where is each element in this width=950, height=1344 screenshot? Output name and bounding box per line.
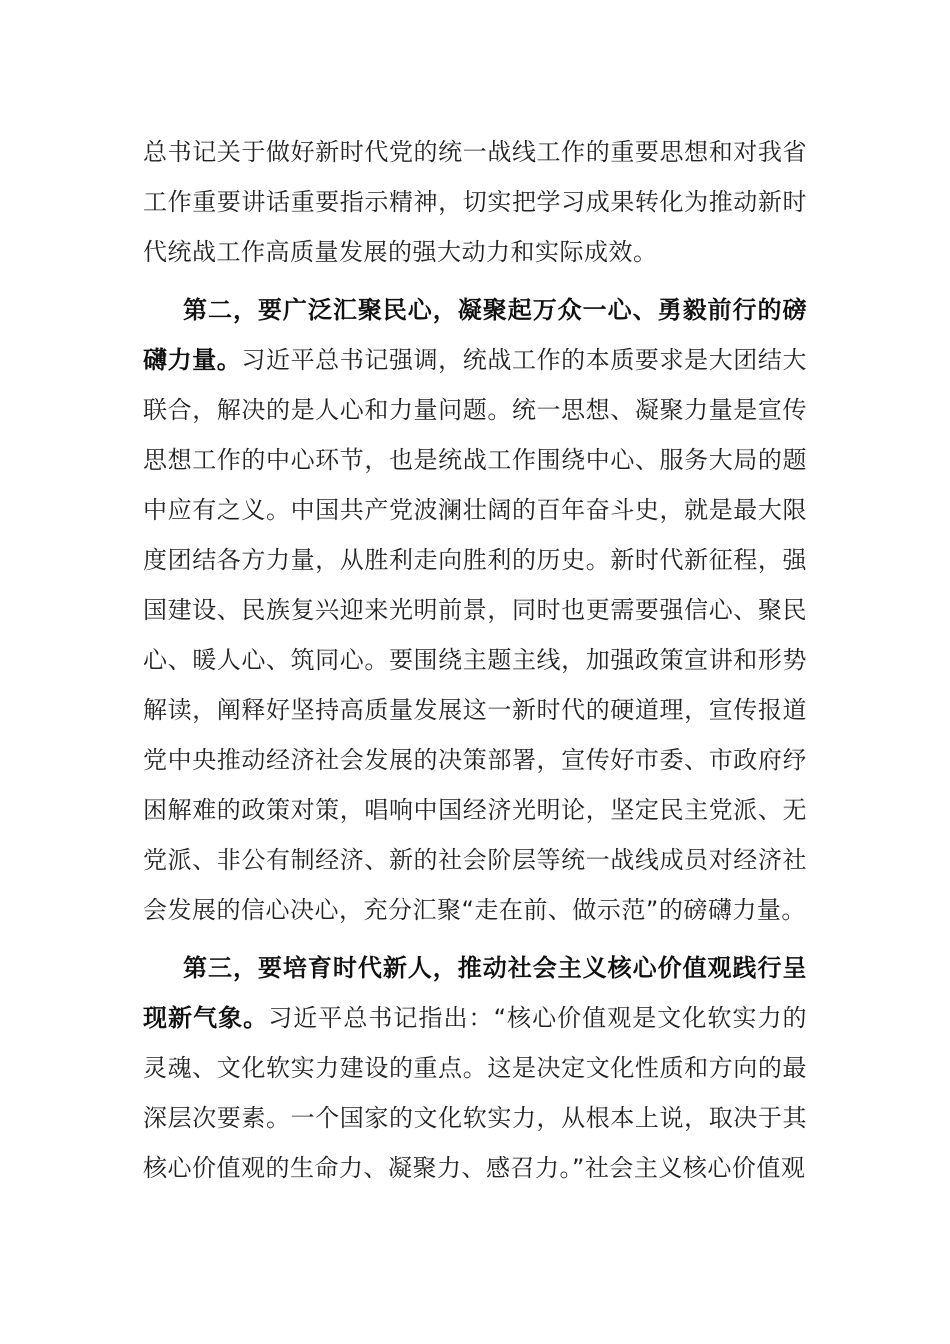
document-body: [143, 127, 807, 1193]
paragraph-third-point: [143, 943, 807, 1193]
paragraph-text: 习近平总书记指出：“核心价值观是文化软实力的灵魂、文化软实力建设的重点。这是决定文化性质和方向的最深层次要素。一个国家的文化软实力，从根本上说，取决于其核心价值观的生命力、凝聚力、感召力。”社会主义核心价值观: [143, 1004, 808, 1182]
paragraph-text: 习近平总书记强调，统战工作的本质要求是大团结大联合，解决的是人心和力量问题。统一思想、凝聚力量是宣传思想工作的中心环节，也是统战工作围绕中心、服务大局的题中应有之义。中国共产党波澜壮阔的百年奋斗史，就是最大限度团结各方力量，从胜利走向胜利的历史。新时代新征程，强国建设、民族复兴迎来光明前景，同时也更需要强信心、聚民心、暖人心、筑同心。要围绕主题主线，加强政策宣讲和形势解读，阐释好坚持高质量发展这一新时代的硬道理，宣传报道党中央推动经济社会发展的决策部署，宣传好市委、市政府纾困解难的政策对策，唱响中国经济光明论，坚定民主党派、无党派、非公有制经济、新的社会阶层等统一战线成员对经济社会发展的信心决心，充分汇聚“走在前、做示范”的磅礴力量。: [143, 346, 808, 924]
paragraph-text: 总书记关于做好新时代党的统一战线工作的重要思想和对我省工作重要讲话重要指示精神，切实把学习成果转化为推动新时代统战工作高质量发展的强大动力和实际成效。: [143, 138, 807, 266]
paragraph-heading: 第二，要广泛汇聚民心，凝聚起万众一心、勇毅前行的磅礴力量。: [143, 296, 807, 374]
paragraph-second-point: [143, 285, 807, 935]
paragraph-continuation: [143, 127, 807, 277]
paragraph-heading: 第三，要培育时代新人，推动社会主义核心价值观践行呈现新气象。: [143, 954, 807, 1032]
